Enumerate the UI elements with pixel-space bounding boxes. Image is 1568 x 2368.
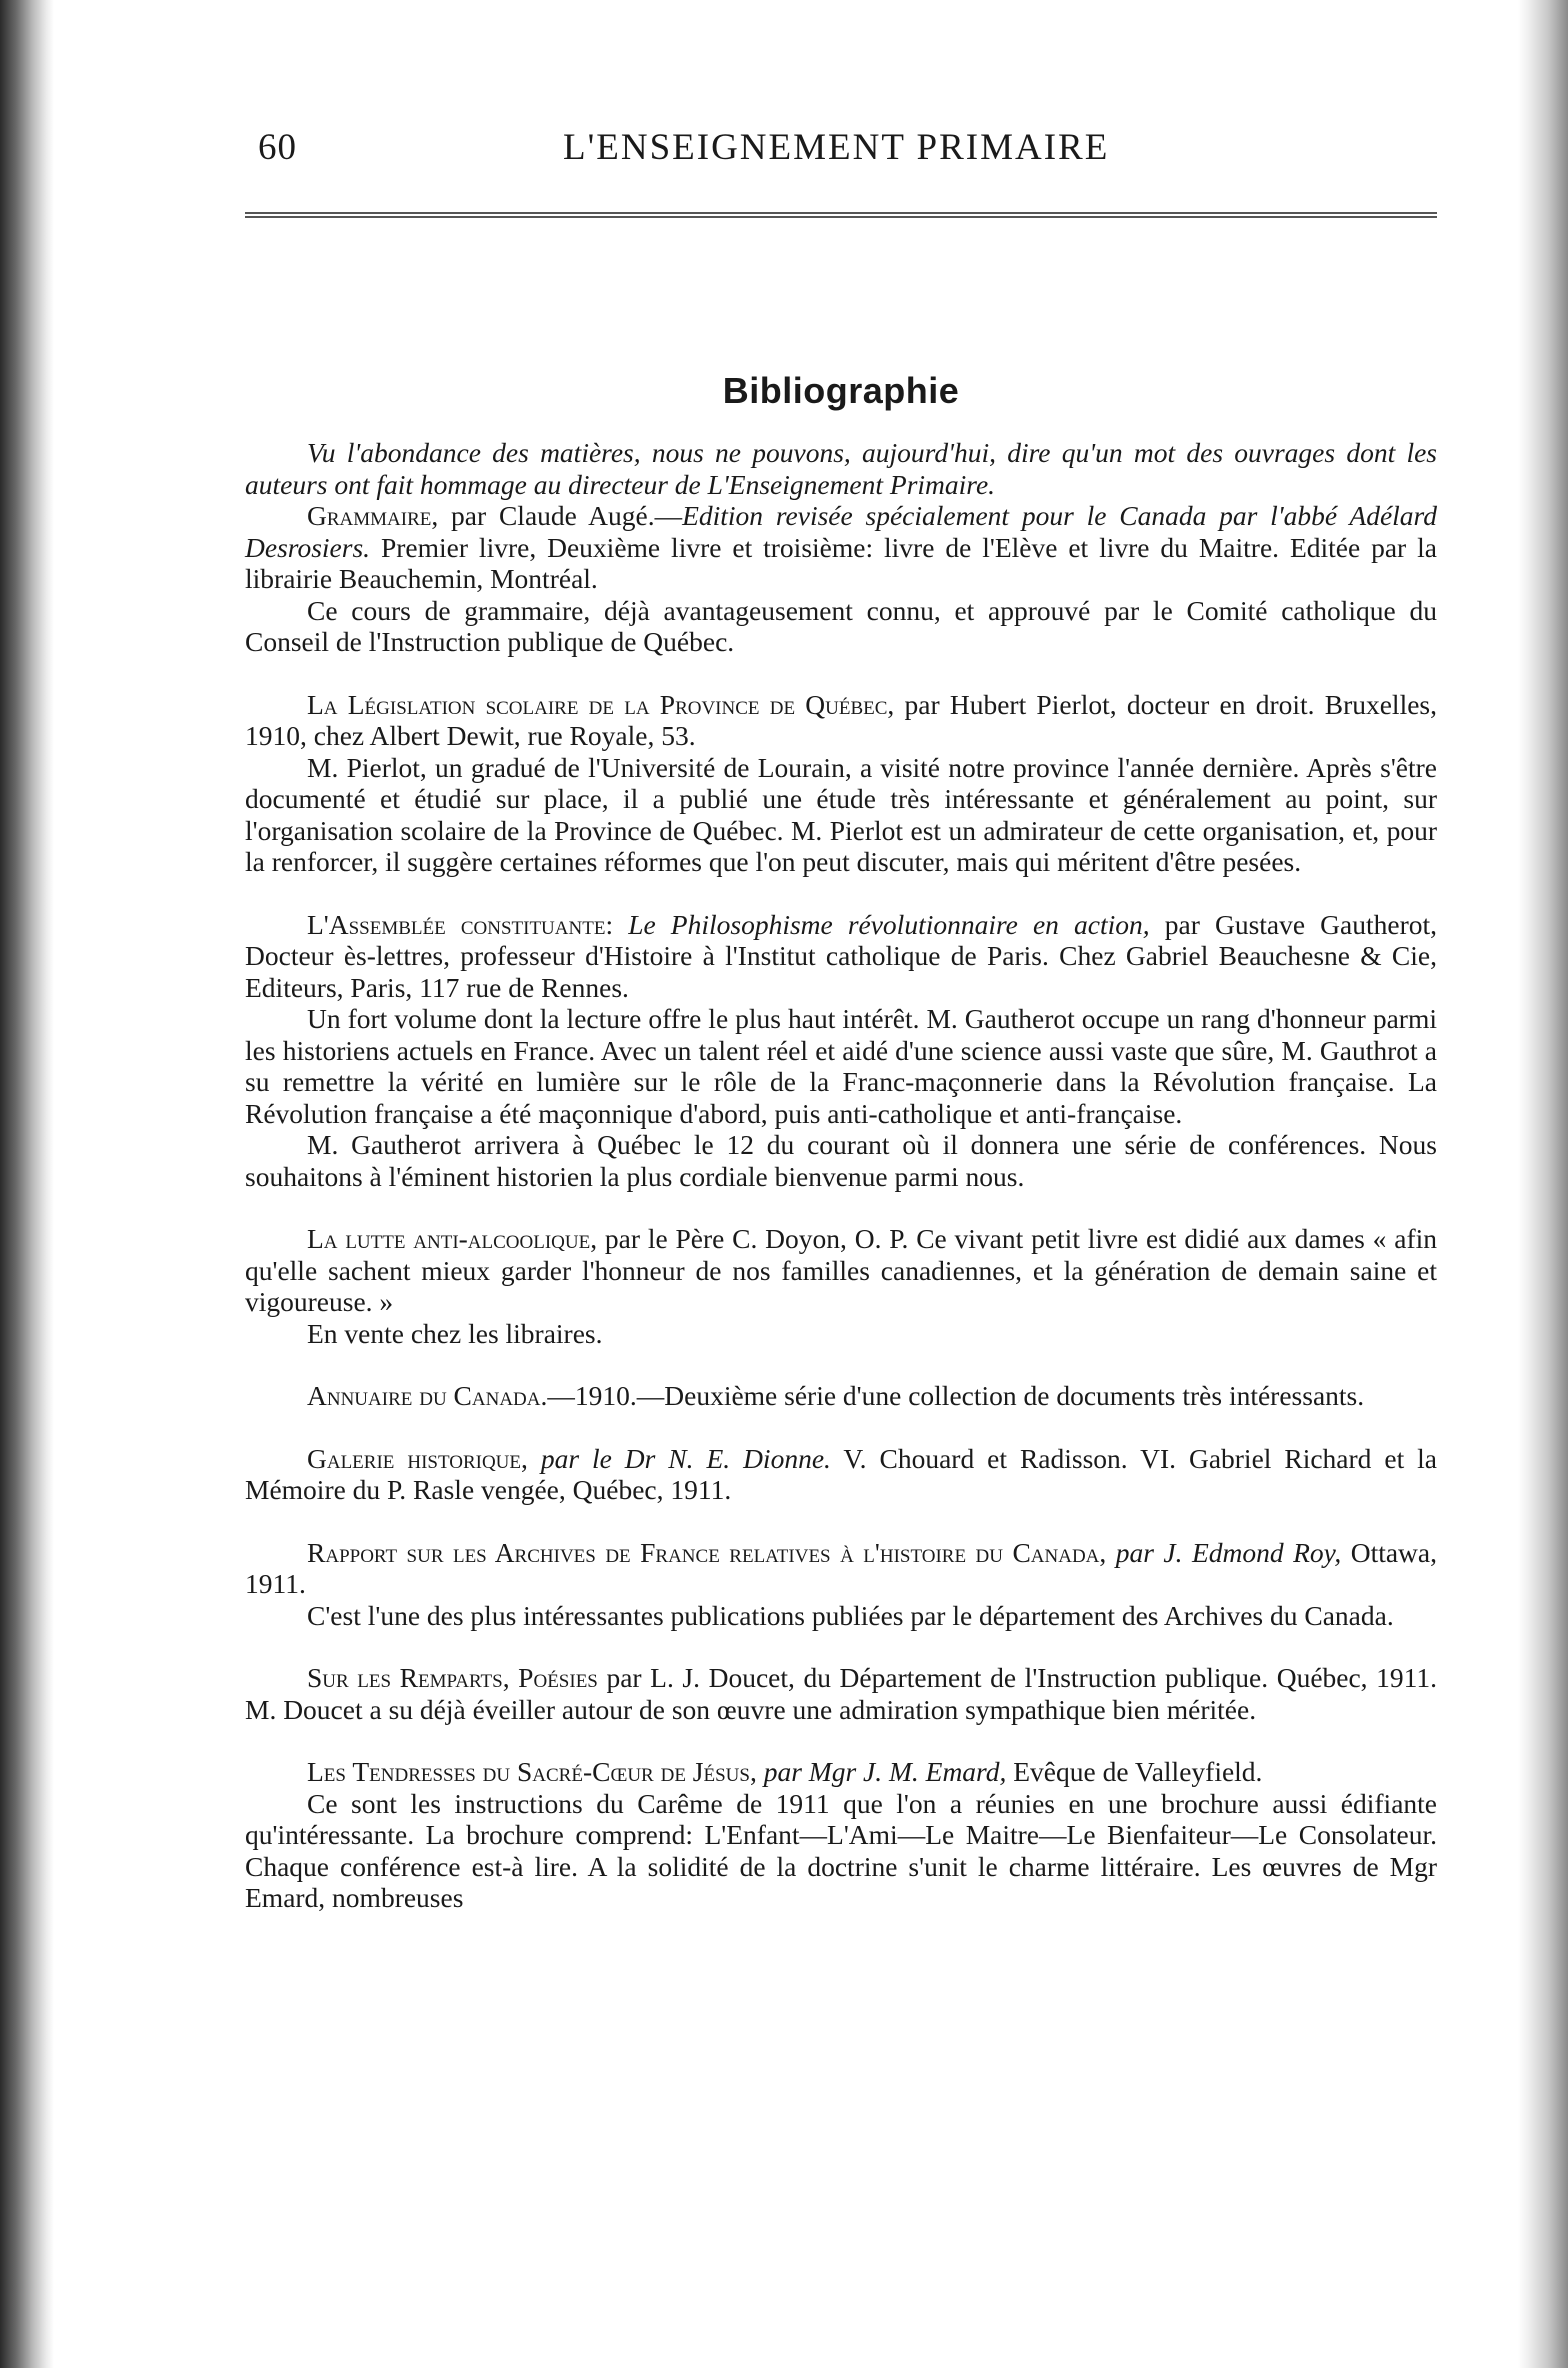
bibliography-entry-assemblee	[245, 909, 1437, 1193]
entry-title: La lutte anti-alcoolique	[307, 1223, 591, 1254]
entry-title: Les Tendresses du Sacré-Cœur de Jésus	[307, 1756, 750, 1787]
entry-gap	[245, 1192, 1437, 1223]
entry-paragraph	[245, 1223, 1437, 1318]
page-number: 60	[258, 127, 297, 168]
entry-text: Premier livre, Deuxième livre et troisième: livre de l'Elève et livre du Maitre. Editée par la librairie Beauchemin, Montréal.	[245, 531, 1437, 594]
entry-paragraph: M. Pierlot, un gradué de l'Université de Lourain, a visité notre province l'année dernière. Après s'être documenté et étudié sur place, il a publié une étude très intéressante et généralement au point, sur l'organisation scolaire de la Province de Québec. M. Pierlot est un admirateur de cette organisation, et, pour la renforcer, il suggère certaines réformes que l'on peut discuter, mais qui méritent d'être pesées.	[245, 751, 1437, 877]
running-title: L'ENSEIGNEMENT PRIMAIRE	[563, 127, 1110, 168]
entry-paragraph	[245, 1380, 1437, 1412]
entry-gap	[245, 1506, 1437, 1537]
page	[245, 112, 1438, 1913]
entry-italic-text: par le Dr N. E. Dionne.	[540, 1442, 831, 1474]
entry-title: L'Assemblée constituante	[307, 908, 606, 940]
entry-title: Rapport sur les Archives de France relatives à l'histoire du Canada	[307, 1536, 1100, 1568]
entry-text: Ottawa, 1911.	[245, 1536, 1437, 1599]
entry-paragraph: Un fort volume dont la lecture offre le plus haut intérêt. M. Gautherot occupe un rang d'honneur parmi les historiens actuels en France. Avec un talent réel et aidé d'une science aussi vaste que sûre, M. Gauthrot a su remettre la vérité en lumière sur le rôle de la Franc-maçonnerie dans la Révolution française. La Révolution française a été maçonnique d'abord, puis anti-catholique et anti-française.	[245, 1003, 1437, 1129]
entry-paragraph: Ce cours de grammaire, déjà avantageusement connu, et approuvé par le Comité catholique du Conseil de l'Instruction publique de Québec.	[245, 594, 1437, 657]
entry-title: Annuaire du Canada	[307, 1380, 541, 1411]
intro-note: Vu l'abondance des matières, nous ne pouvons, aujourd'hui, dire qu'un mot des ouvrages dont les auteurs ont fait hommage au directeur de L'Enseignement Primaire.	[245, 437, 1437, 500]
entry-gap	[245, 1631, 1437, 1662]
entry-gap	[245, 878, 1437, 909]
entry-text: :	[605, 908, 629, 940]
entry-title: La Législation scolaire de la Province de Québec	[307, 688, 888, 720]
entry-text: V. Chouard et Radisson. VI. Gabriel Richard et la Mémoire du P. Rasle vengée, Québec, 1911.	[245, 1442, 1438, 1505]
entry-paragraph	[245, 689, 1437, 752]
entry-text: par Gustave Gautherot, Docteur ès-lettres, professeur d'Histoire à l'Institut catholique de Paris. Chez Gabriel Beauchesne & Cie, Editeurs, Paris, 117 rue de Rennes.	[245, 908, 1438, 1003]
scan-page-edge-right	[1518, 0, 1568, 2368]
entry-title: Grammaire	[307, 500, 432, 531]
bibliography-content	[245, 437, 1437, 1914]
entry-text: par L. J. Doucet, du Département de l'Instruction publique. Québec, 1911. M. Doucet a su déjà éveiller autour de son œuvre une admiration sympathique bien méritée.	[245, 1662, 1437, 1725]
entry-italic-text: Edition revisée spécialement pour le Canada par l'abbé Adélard Desrosiers.	[245, 500, 1437, 563]
entry-gap	[245, 1412, 1437, 1443]
entry-paragraph	[245, 1756, 1437, 1788]
entry-title: Sur les Remparts, Poésies	[307, 1662, 598, 1693]
entry-gap	[245, 658, 1437, 689]
scan-binding-edge-left	[0, 0, 54, 2368]
header-rule	[245, 212, 1437, 218]
entry-italic-text: par J. Edmond Roy,	[1115, 1536, 1342, 1568]
entry-gap	[245, 1725, 1437, 1756]
entry-text: , par Claude Augé.—	[431, 500, 683, 531]
entry-text: ,	[521, 1442, 541, 1474]
entry-paragraph: Ce sont les instructions du Carême de 1911 que l'on a réunies en une brochure aussi édifiante qu'intéressante. La brochure comprend: L'Enfant—L'Ami—Le Maitre—Le Bienfaiteur—Le Consolateur. Chaque conférence est-à lire. A la solidité de la doctrine s'unit le charme littéraire. Les œuvres de Mgr Emard, nombreuses	[245, 1787, 1437, 1913]
bibliography-entry-grammaire	[245, 500, 1437, 658]
entry-text: , par Hubert Pierlot, docteur en droit. Bruxelles, 1910, chez Albert Dewit, rue Royale, 53.	[245, 688, 1437, 751]
entry-gap	[245, 1349, 1437, 1380]
entry-paragraph	[245, 1443, 1437, 1506]
bibliography-entry-remparts	[245, 1662, 1437, 1725]
bibliography-entry-legislation	[245, 689, 1437, 878]
entry-text: ,	[1099, 1536, 1116, 1568]
bibliography-entry-annuaire	[245, 1380, 1437, 1412]
bibliography-entry-galerie	[245, 1443, 1437, 1506]
running-head	[245, 112, 1437, 174]
entry-italic-text: par Mgr J. M. Emard,	[763, 1756, 1007, 1787]
entry-title: Galerie historique	[307, 1442, 521, 1474]
section-title: Bibliographie	[722, 370, 960, 411]
entry-paragraph: C'est l'une des plus intéressantes publications publiées par le département des Archives du Canada.	[307, 1599, 1394, 1631]
entry-text: .—1910.—Deuxième série d'une collection de documents très intéressants.	[540, 1380, 1365, 1411]
entry-paragraph	[245, 500, 1437, 595]
entry-text: , par le Père C. Doyon, O. P. Ce vivant petit livre est didié aux dames « afin qu'elle sachent mieux garder l'honneur de nos familles canadiennes, et la génération de demain saine et vigoureuse. »	[245, 1223, 1437, 1317]
bibliography-entry-tendresses	[245, 1756, 1437, 1914]
entry-text: Evêque de Valleyfield.	[1006, 1756, 1263, 1787]
entry-text: ,	[749, 1756, 764, 1787]
entry-paragraph	[245, 909, 1437, 1004]
bibliography-entry-rapport	[245, 1537, 1437, 1632]
entry-paragraph	[245, 1662, 1437, 1725]
entry-paragraph: En vente chez les libraires.	[307, 1317, 603, 1349]
entry-paragraph	[245, 1537, 1437, 1600]
entry-paragraph: M. Gautherot arrivera à Québec le 12 du courant où il donnera une série de conférences. Nous souhaitons à l'éminent historien la plus cordiale bienvenue parmi nous.	[245, 1129, 1437, 1192]
bibliography-entry-lutte	[245, 1223, 1437, 1349]
entry-italic-text: Le Philosophisme révolutionnaire en action,	[628, 908, 1150, 940]
